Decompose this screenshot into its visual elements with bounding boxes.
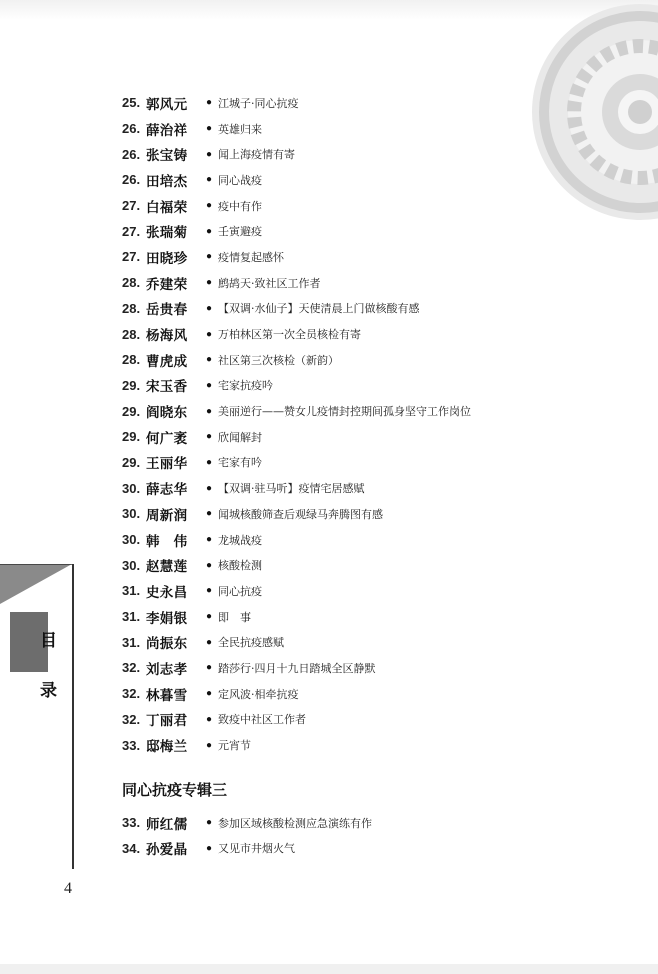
entry-page-number: 32.: [122, 711, 141, 727]
entry-page-number: 28.: [122, 326, 141, 342]
entry-author: 韩 伟: [146, 533, 188, 549]
toc-entry: [122, 732, 642, 758]
entry-title: 闻城核酸筛查后观绿马奔腾图有感: [218, 507, 383, 521]
entry-author: 郭风元: [146, 96, 188, 112]
entry-title: 龙城战疫: [218, 533, 262, 547]
page-number: 4: [64, 880, 72, 897]
entry-title: 又见市井烟火气: [218, 842, 295, 856]
entry-author: 史永昌: [146, 584, 188, 600]
bullet-icon: ●: [206, 200, 213, 212]
bullet-icon: ●: [206, 251, 213, 263]
toc-entry: [122, 604, 642, 630]
entry-author: 阎晓东: [146, 405, 188, 421]
entry-page-number: 27.: [122, 223, 141, 239]
bullet-icon: ●: [206, 817, 213, 829]
entry-page-number: 29.: [122, 454, 141, 470]
entry-author: 宋玉香: [146, 379, 188, 395]
toc-entry: [122, 475, 642, 501]
entry-title: 全民抗疫感赋: [218, 636, 284, 650]
toc-entry: [122, 629, 642, 655]
section-title: 同心抗疫专辑三: [122, 781, 228, 799]
entry-page-number: 30.: [122, 557, 141, 573]
bullet-icon: ●: [206, 585, 213, 597]
entry-author: 王丽华: [146, 456, 188, 472]
entry-page-number: 27.: [122, 249, 141, 265]
toc-entry: [122, 373, 642, 399]
entry-title: 鹧鸪天·致社区工作者: [218, 276, 321, 290]
side-rule: [72, 564, 74, 869]
entry-page-number: 34.: [122, 840, 141, 856]
entry-page-number: 32.: [122, 660, 141, 676]
entry-title: 江城子·同心抗疫: [218, 96, 299, 110]
toc-entry: [122, 167, 642, 193]
toc-entry: [122, 90, 642, 116]
bullet-icon: ●: [206, 354, 213, 366]
entry-list-section-three: [122, 810, 642, 861]
entry-page-number: 31.: [122, 634, 141, 650]
bullet-icon: ●: [206, 148, 213, 160]
entry-page-number: 25.: [122, 95, 141, 111]
entry-page-number: 32.: [122, 686, 141, 702]
entry-page-number: 28.: [122, 352, 141, 368]
toc-entry: [122, 424, 642, 450]
toc-entry: [122, 655, 642, 681]
toc-entry: [122, 501, 642, 527]
entry-title: 同心抗疫: [218, 584, 262, 598]
bullet-icon: ●: [206, 662, 213, 674]
toc-entry: [122, 218, 642, 244]
toc-entry: [122, 527, 642, 553]
entry-title: 社区第三次核检（新韵）: [218, 353, 339, 367]
toc-entry: [122, 116, 642, 142]
side-label-char: 目: [40, 631, 57, 651]
entry-page-number: 29.: [122, 429, 141, 445]
entry-author: 孙爱晶: [146, 842, 188, 858]
entry-title: 即 事: [218, 610, 251, 624]
entry-author: 岳贵春: [146, 302, 188, 318]
toc-entry: [122, 578, 642, 604]
entry-title: 【双调·水仙子】天使清晨上门做核酸有感: [218, 302, 420, 316]
entry-author: 赵慧莲: [146, 559, 188, 575]
bullet-icon: ●: [206, 508, 213, 520]
entry-author: 张宝铸: [146, 148, 188, 164]
toc-entry: [122, 552, 642, 578]
toc-entry: [122, 450, 642, 476]
bullet-icon: ●: [206, 456, 213, 468]
entry-title: 定风波·相牵抗疫: [218, 687, 299, 701]
entry-author: 杨海风: [146, 328, 188, 344]
entry-title: 美丽逆行——赞女儿疫情封控期间孤身坚守工作岗位: [218, 405, 471, 419]
bullet-icon: ●: [206, 739, 213, 751]
toc-entry: [122, 347, 642, 373]
entry-title: 核酸检测: [218, 559, 262, 573]
table-of-contents: [122, 90, 642, 861]
bullet-icon: ●: [206, 302, 213, 314]
entry-title: 宅家抗疫吟: [218, 379, 273, 393]
entry-author: 薛志华: [146, 482, 188, 498]
entry-page-number: 30.: [122, 532, 141, 548]
entry-title: 同心战疫: [218, 173, 262, 187]
bullet-icon: ●: [206, 842, 213, 854]
entry-page-number: 30.: [122, 480, 141, 496]
toc-entry: [122, 681, 642, 707]
bullet-icon: ●: [206, 97, 213, 109]
entry-title: 元宵节: [218, 739, 251, 753]
entry-page-number: 28.: [122, 275, 141, 291]
entry-author: 尚振东: [146, 636, 188, 652]
entry-page-number: 29.: [122, 403, 141, 419]
entry-title: 参加区域核酸检测应急演练有作: [218, 816, 372, 830]
bullet-icon: ●: [206, 688, 213, 700]
toc-entry: [122, 244, 642, 270]
entry-title: 万柏林区第一次全员核检有寄: [218, 328, 361, 342]
entry-author: 邸梅兰: [146, 739, 188, 755]
entry-author: 张瑞菊: [146, 225, 188, 241]
entry-title: 【双调·驻马听】疫情宅居感赋: [218, 482, 365, 496]
side-label-char: 录: [40, 681, 57, 701]
entry-author: 李娟银: [146, 610, 188, 626]
toc-entry: [122, 707, 642, 733]
bullet-icon: ●: [206, 559, 213, 571]
toc-entry: [122, 836, 642, 862]
entry-author: 白福荣: [146, 199, 188, 215]
bullet-icon: ●: [206, 174, 213, 186]
toc-entry: [122, 296, 642, 322]
entry-author: 何广袤: [146, 430, 188, 446]
entry-author: 曹虎成: [146, 353, 188, 369]
entry-page-number: 26.: [122, 121, 141, 137]
toc-entry: [122, 193, 642, 219]
bullet-icon: ●: [206, 405, 213, 417]
entry-author: 师红儒: [146, 816, 188, 832]
entry-author: 田晓珍: [146, 250, 188, 266]
bullet-icon: ●: [206, 611, 213, 623]
entry-page-number: 26.: [122, 172, 141, 188]
entry-author: 周新润: [146, 507, 188, 523]
entry-author: 乔建荣: [146, 276, 188, 292]
toc-entry: [122, 398, 642, 424]
entry-author: 刘志孝: [146, 661, 188, 677]
entry-page-number: 30.: [122, 506, 141, 522]
bullet-icon: ●: [206, 482, 213, 494]
toc-entry: [122, 270, 642, 296]
toc-entry: [122, 141, 642, 167]
entry-author: 薛治祥: [146, 122, 188, 138]
bullet-icon: ●: [206, 225, 213, 237]
bullet-icon: ●: [206, 431, 213, 443]
entry-page-number: 33.: [122, 737, 141, 753]
bullet-icon: ●: [206, 277, 213, 289]
entry-title: 踏莎行·四月十九日踏城全区静默: [218, 661, 376, 675]
entry-list: [122, 90, 642, 758]
entry-page-number: 31.: [122, 583, 141, 599]
bullet-icon: ●: [206, 123, 213, 135]
entry-page-number: 28.: [122, 300, 141, 316]
bullet-icon: ●: [206, 713, 213, 725]
bullet-icon: ●: [206, 636, 213, 648]
entry-page-number: 31.: [122, 609, 141, 625]
bullet-icon: ●: [206, 379, 213, 391]
toc-entry: [122, 321, 642, 347]
entry-page-number: 26.: [122, 146, 141, 162]
entry-title: 英雄归来: [218, 122, 262, 136]
entry-title: 致疫中社区工作者: [218, 713, 306, 727]
bottom-band: [0, 964, 658, 974]
entry-title: 疫中有作: [218, 199, 262, 213]
entry-title: 壬寅避疫: [218, 225, 262, 239]
entry-author: 田培杰: [146, 173, 188, 189]
entry-title: 欣闻解封: [218, 430, 262, 444]
bullet-icon: ●: [206, 328, 213, 340]
bullet-icon: ●: [206, 534, 213, 546]
entry-page-number: 29.: [122, 377, 141, 393]
entry-author: 丁丽君: [146, 713, 188, 729]
entry-title: 疫情复起感怀: [218, 250, 284, 264]
side-tab-decoration: [0, 564, 72, 604]
entry-title: 宅家有吟: [218, 456, 262, 470]
entry-page-number: 33.: [122, 815, 141, 831]
entry-author: 林暮雪: [146, 687, 188, 703]
entry-page-number: 27.: [122, 198, 141, 214]
entry-title: 闻上海疫情有寄: [218, 148, 295, 162]
toc-entry: [122, 810, 642, 836]
